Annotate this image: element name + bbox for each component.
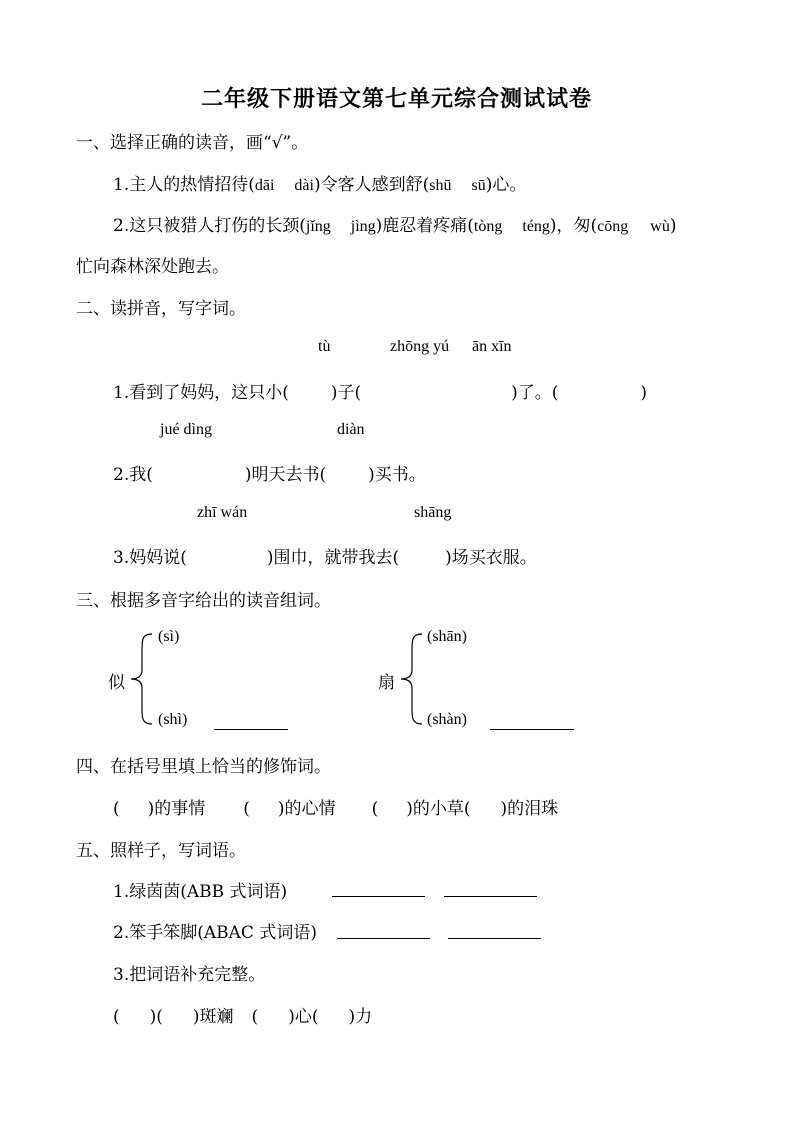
s5-q3-items: ( )( )斑斓 ( )心( )力 (113, 1007, 373, 1027)
pinyin-shang: shāng (414, 504, 452, 521)
pinyin-jueding: jué dìng (160, 421, 212, 438)
option-tong4[interactable]: tòng (473, 218, 503, 235)
s2-question-2: 2.我( )明天去书( )买书。 (113, 465, 426, 485)
option-jing4[interactable]: jìng (350, 218, 376, 235)
pinyin-dian: diàn (337, 421, 365, 438)
s5-question-3: 3.把词语补充完整。 (113, 965, 266, 985)
option-teng2[interactable]: téng (522, 218, 550, 235)
pinyin-tu: tù (318, 338, 331, 355)
option-su1[interactable]: sū (471, 177, 486, 194)
s5-question-2: 2.笨手笨脚(ABAC 式词语) (113, 923, 317, 943)
polyphone-char-shan: 扇 (378, 673, 395, 693)
s4-items: ( )的事情 ( )的心情 ( )的小草( )的泪珠 (113, 799, 559, 819)
answer-line[interactable] (448, 938, 541, 939)
section-2-heading: 二、读拼音，写字词。 (76, 299, 246, 319)
s1-question-1: 1.主人的热情招待(dāi dài)令客人感到舒(shū sū)心。 (113, 175, 527, 195)
s1-question-2-line2: 忙向森林深处跑去。 (76, 257, 229, 277)
brace-icon (128, 630, 154, 728)
polyphone-char-si: 似 (108, 673, 125, 693)
reading-shan4: (shàn) (427, 711, 467, 728)
pinyin-zhiwan: zhī wán (197, 504, 248, 521)
reading-shan1: (shān) (427, 628, 467, 645)
s5-question-1: 1.绿茵茵(ABB 式词语) (113, 882, 288, 902)
option-wu4[interactable]: wù (650, 218, 670, 235)
reading-shi4: (shì) (158, 711, 188, 728)
section-5-heading: 五、照样子，写词语。 (76, 841, 246, 861)
answer-line[interactable] (490, 729, 574, 730)
s2-question-1: 1.看到了妈妈，这只小( )子( )了。( ) (113, 383, 648, 403)
option-jing3[interactable]: jǐng (305, 218, 331, 235)
reading-si4: (sì) (158, 628, 180, 645)
option-dai4[interactable]: dài (294, 177, 314, 194)
answer-line[interactable] (444, 896, 537, 897)
answer-line[interactable] (332, 896, 425, 897)
pinyin-anxin: ān xīn (472, 338, 512, 355)
section-3-heading: 三、根据多音字给出的读音组词。 (76, 591, 331, 611)
pinyin-zhongyu: zhōng yú (390, 338, 450, 355)
option-dai1[interactable]: dāi (254, 177, 275, 194)
page-title: 二年级下册语文第七单元综合测试试卷 (200, 86, 592, 112)
section-1-heading: 一、选择正确的读音，画“√”。 (76, 133, 309, 153)
answer-line[interactable] (337, 938, 430, 939)
answer-line[interactable] (214, 729, 288, 730)
section-4-heading: 四、在括号里填上恰当的修饰词。 (76, 757, 331, 777)
option-shu1[interactable]: shū (429, 177, 452, 194)
brace-icon (398, 630, 424, 728)
s2-question-3: 3.妈妈说( )围巾，就带我去( )场买衣服。 (113, 548, 537, 568)
s1-question-2: 2.这只被猎人打伤的长颈(jǐng jìng)鹿忍着疼痛(tòng téng)，匆(cōng wù) (113, 216, 677, 236)
option-cong1[interactable]: cōng (597, 218, 629, 235)
